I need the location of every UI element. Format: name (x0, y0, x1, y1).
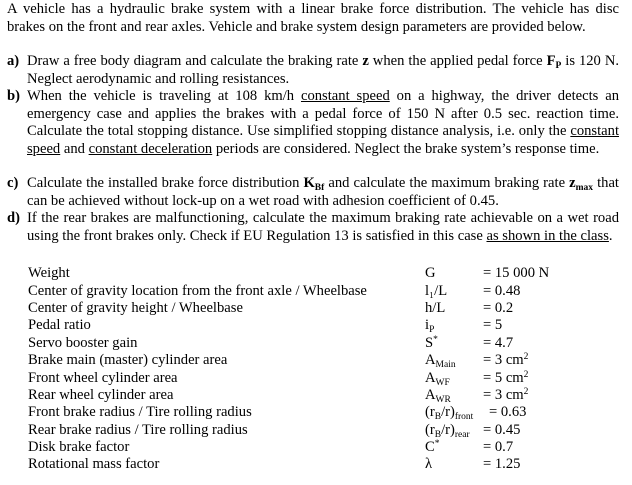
param-symbol: $i_P$ (425, 317, 435, 335)
param-symbol: G (425, 265, 436, 281)
param-row-front-wheel-area (28, 370, 618, 388)
param-symbol: $A_{WF}$ (425, 370, 450, 388)
param-symbol: $A_{Main}$ (425, 352, 456, 370)
param-name: Center of gravity height / Wheelbase (28, 300, 243, 316)
question-a-label: a) (7, 53, 20, 69)
param-name: Rotational mass factor (28, 456, 160, 472)
param-value: = 0.45 (483, 422, 521, 438)
param-name: Pedal ratio (28, 317, 91, 333)
param-name: Rear wheel cylinder area (28, 387, 174, 403)
symbol-z: z (362, 53, 369, 69)
param-name: Rear brake radius / Tire rolling radius (28, 422, 248, 438)
param-row-disc-factor (28, 439, 618, 457)
param-value: = 5 (483, 317, 503, 333)
question-c-text: Calculate the installed brake force distribution $K_{Bf}$ and calculate the maximum braking rate $z_{max}$ that can be achieved without lock-up on a wet road with adhesion coefficient of 0.45. (27, 175, 619, 209)
param-value: = 15 000 N (483, 265, 550, 281)
question-d-label: d) (7, 210, 20, 226)
param-row-front-radius-ratio (28, 404, 618, 422)
param-row-master-area (28, 352, 618, 370)
question-b-label: b) (7, 88, 20, 104)
param-value: = 0.2 (483, 300, 514, 316)
param-name: Center of gravity location from the front axle / Wheelbase (28, 283, 367, 299)
param-symbol: $(r_B/r)_{front}$ (425, 404, 474, 422)
param-value: = 3 $cm^2$ (483, 387, 529, 403)
param-row-weight (28, 265, 618, 283)
param-row-servo-gain (28, 335, 618, 353)
question-a (7, 53, 619, 88)
question-b (7, 88, 619, 158)
param-value: = 0.7 (483, 439, 514, 455)
param-row-pedal-ratio (28, 317, 618, 335)
param-value: = 5 $cm^2$ (483, 370, 529, 386)
question-b-text: When the vehicle is traveling at 108 km/h constant speed on a highway, the driver detects an emergency case and applies the brakes with a pedal force of 150 N after 0.5 sec. reaction time. Calculate the total stopping distance. Use simplified stopping distance analysis, i.e. only the constant speed and constant deceleration periods are considered. Neglect the brake system’s response time. (27, 88, 619, 157)
param-value: = 4.7 (483, 335, 514, 351)
question-d (7, 210, 619, 245)
param-name: Front brake radius / Tire rolling radius (28, 404, 252, 420)
param-symbol: $A_{WR}$ (425, 387, 451, 405)
intro-paragraph: A vehicle has a hydraulic brake system with a linear brake force distribution. The vehicle has disc brakes on the front and rear axles. Vehicle and brake system design parameters are provided below. (7, 1, 619, 35)
question-a-text: Draw a free body diagram and calculate the braking rate z when the applied pedal force $F_P$ is 120 N. Neglect aerodynamic and rolling resistances. (27, 53, 620, 87)
param-name: Servo booster gain (28, 335, 138, 351)
param-symbol: $(r_B/r)_{rear}$ (425, 422, 470, 440)
param-symbol: λ (425, 456, 433, 472)
param-value: = 0.48 (483, 283, 521, 299)
symbol-kbf: $K_{Bf}$ (303, 175, 325, 193)
param-name: Front wheel cylinder area (28, 370, 178, 386)
param-symbol: S* (425, 335, 438, 351)
param-name: Disk brake factor (28, 439, 130, 455)
symbol-zmax: $z_{max}$ (569, 175, 594, 193)
question-c (7, 175, 619, 210)
param-symbol: C* (425, 439, 440, 455)
param-row-cog-height (28, 300, 618, 318)
param-value: = 1.25 (483, 456, 521, 472)
param-row-rear-wheel-area (28, 387, 618, 405)
param-name: Brake main (master) cylinder area (28, 352, 228, 368)
param-symbol: h/L (425, 300, 446, 316)
param-row-rotational-mass (28, 456, 618, 474)
question-c-label: c) (7, 175, 19, 191)
param-value: = 3 $cm^2$ (483, 352, 529, 368)
question-d-text: If the rear brakes are malfunctioning, calculate the maximum braking rate achievable on a wet road using the front brakes only. Check if EU Regulation 13 is satisfied in this case as shown in the class. (27, 210, 619, 244)
symbol-fp: $F_P$ (546, 53, 562, 71)
param-name: Weight (28, 265, 70, 281)
param-row-rear-radius-ratio (28, 422, 618, 440)
param-row-cog-location (28, 283, 618, 301)
param-value: = 0.63 (489, 404, 527, 420)
param-symbol: l₁/L (425, 283, 448, 299)
